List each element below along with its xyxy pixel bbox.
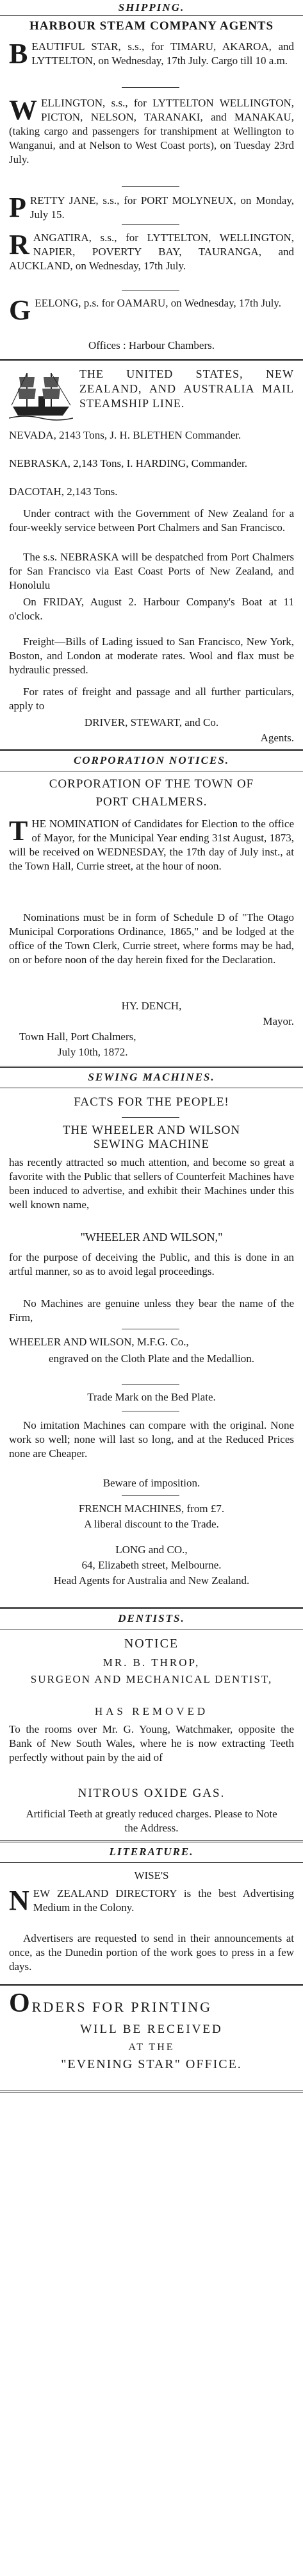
mail-agent-role: Agents. xyxy=(260,732,294,744)
dentists-gas: NITROUS OXIDE GAS. xyxy=(78,1787,225,1800)
sewing-title: THE WHEELER AND WILSON SEWING MACHINE xyxy=(62,1124,241,1151)
sewing-body-genuine: No Machines are genuine unless they bear the name of the Firm, xyxy=(9,1297,294,1324)
shipping-heading: SHIPPING. xyxy=(118,1,185,13)
literature-advertisers: Advertisers are requested to send in their announcements at once, as the Dunedin portion of the work goes to press in a few days. xyxy=(9,1932,294,1973)
corporation-place: Town Hall, Port Chalmers, xyxy=(19,1031,136,1043)
corporation-signer: HY. DENCH, xyxy=(121,1000,182,1012)
sewing-engraved: engraved on the Cloth Plate and the Medallion. xyxy=(48,1352,255,1365)
sewing-firm: WHEELER AND WILSON, M.F.G. Co., xyxy=(9,1336,189,1348)
drop-cap: O xyxy=(9,1989,32,2018)
harbour-steam-title: HARBOUR STEAM COMPANY AGENTS xyxy=(29,19,274,33)
sewing-discount: A liberal discount to the Trade. xyxy=(84,1518,219,1530)
mail-steamship-ad xyxy=(0,367,303,428)
drop-cap: G xyxy=(9,294,31,326)
dentists-name: MR. B. THROP, xyxy=(102,1656,201,1669)
dentists-removed: HAS REMOVED xyxy=(94,1705,209,1717)
divider xyxy=(0,1607,303,1609)
corporation-title: CORPORATION OF THE TOWN OF xyxy=(49,777,254,791)
divider xyxy=(0,1066,303,1068)
mail-nevada: NEVADA, 2143 Tons, J. H. BLETHEN Commander. xyxy=(9,429,242,441)
divider xyxy=(0,1862,303,1863)
shipping-offices: Offices : Harbour Chambers. xyxy=(88,339,215,351)
corporation-nomination xyxy=(0,817,303,873)
sewing-trademark: Trade Mark on the Bed Plate. xyxy=(87,1391,216,1403)
sewing-facts: FACTS FOR THE PEOPLE! xyxy=(74,1095,229,1109)
ad-text: ELLINGTON, s.s., for LYTTELTON WELLINGTON, PICTON, NELSON, TARANAKI, and MANAKAU, (taking cargo and passengers for transhipment at Wellington to Wanganui, and at Nelson to West Coast ports), on Tuesday 23rd July. xyxy=(9,97,294,165)
printing-orders: RDERS FOR PRINTING xyxy=(31,1999,213,2015)
sewing-agents: Head Agents for Australia and New Zealand. xyxy=(53,1574,250,1587)
printing-office: "EVENING STAR" OFFICE. xyxy=(61,2057,242,2071)
sewing-quote: "WHEELER AND WILSON," xyxy=(80,1231,223,1243)
shipping-ad-geelong xyxy=(0,294,303,326)
short-rule xyxy=(122,1495,179,1496)
sewing-french: FRENCH MACHINES, from £7. xyxy=(78,1503,225,1515)
ad-text: ANGATIRA, s.s., for LYTTELTON, WELLINGTON, NAPIER, POVERTY BAY, TAURANGA, and AUCKLAND, on Wednesday, 17th July. xyxy=(9,232,294,272)
mail-sailing-date: On FRIDAY, August 2. Harbour Company's Boat at 11 o'clock. xyxy=(9,596,294,622)
divider xyxy=(0,1840,303,1842)
short-rule xyxy=(122,87,179,88)
dentists-heading: DENTISTS. xyxy=(118,1612,185,1624)
sewing-beware: Beware of imposition. xyxy=(102,1477,201,1489)
ad-text: EW ZEALAND DIRECTORY is the best Advertising Medium in the Colony. xyxy=(33,1887,294,1914)
sewing-heading: SEWING MACHINES. xyxy=(88,1071,215,1083)
dentists-notice: NOTICE xyxy=(124,1637,179,1651)
corporation-heading: CORPORATION NOTICES. xyxy=(73,754,230,766)
literature-directory xyxy=(0,1887,303,1915)
corporation-subtitle: PORT CHALMERS. xyxy=(95,795,208,809)
mail-nebraska: NEBRASKA, 2,143 Tons, I. HARDING, Commander. xyxy=(9,457,248,469)
ad-text: RETTY JANE, s.s., for PORT MOLYNEUX, on Monday, July 15. xyxy=(29,194,294,221)
sewing-body-deceive: for the purpose of deceiving the Public, and this is done in an artful manner, so as to avoid legal proceedings. xyxy=(9,1251,294,1277)
printing-received: WILL BE RECEIVED xyxy=(80,2023,223,2036)
ad-text: EELONG, p.s. for OAMARU, on Wednesday, 17th July. xyxy=(35,297,281,309)
short-rule xyxy=(122,224,179,225)
divider xyxy=(0,1984,303,1986)
drop-cap: W xyxy=(9,94,37,126)
shipping-ad-rangatira xyxy=(0,231,303,273)
mail-dacotah: DACOTAH, 2,143 Tons. xyxy=(9,485,118,498)
ad-text: EAUTIFUL STAR, s.s., for TIMARU, AKAROA, and LYTTELTON, on Wednesday, 17th July. Cargo till 10 a.m. xyxy=(31,40,294,67)
shipping-ad-beautiful-star xyxy=(0,40,303,68)
shipping-ad-pretty-jane xyxy=(0,194,303,222)
drop-cap: N xyxy=(9,1885,29,1916)
corporation-date: July 10th, 1872. xyxy=(58,1046,128,1058)
corporation-signer-role: Mayor. xyxy=(263,1015,294,1027)
corporation-schedule: Nominations must be in form of Schedule D of "The Otago Municipal Corporations Ordinance, 1865," and be lodged at the office of the Town Clerk, Currie street, where forms may be had, on or before noon of the day herein fixed for the Declaration. xyxy=(9,911,294,966)
literature-heading: LITERATURE. xyxy=(109,1846,194,1858)
ad-text: HE NOMINATION of Candidates for Election to the office of Mayor, for the Municipal Year ending 31st August, 1873, will be received on WEDNESDAY, the 17th day of July inst., at the Town Hall, Currie street, at the hour of noon. xyxy=(9,818,294,872)
drop-cap: R xyxy=(9,229,29,260)
short-rule xyxy=(122,1117,179,1118)
sewing-address: 64, Elizabeth street, Melbourne. xyxy=(81,1559,222,1571)
shipping-ad-wellington xyxy=(0,96,303,167)
mail-freight: Freight—Bills of Lading issued to San Francisco, New York, Boston, and London at moderate rates. Wool and flax must be hydraulic pressed. xyxy=(9,636,294,676)
mail-apply: For rates of freight and passage and all further particulars, apply to xyxy=(9,686,294,712)
mail-heading: THE UNITED STATES, NEW ZEALAND, AND AUSTRALIA MAIL STEAMSHIP LINE. xyxy=(79,367,294,410)
divider xyxy=(0,15,303,16)
printing-at-the: AT THE xyxy=(128,2042,175,2053)
dentists-body: To the rooms over Mr. G. Young, Watchmaker, opposite the Bank of New South Wales, where he is now extracting Teeth perfectly without pain by the aid of xyxy=(9,1723,294,1764)
literature-wise: WISE'S xyxy=(134,1869,169,1881)
dentists-footer: Artificial Teeth at greatly reduced charges. Please to Note the Address. xyxy=(26,1808,277,1834)
short-rule xyxy=(122,1384,179,1385)
divider xyxy=(0,359,303,361)
printing-ad xyxy=(0,1991,303,2072)
mail-despatch: The s.s. NEBRASKA will be despatched from Port Chalmers for San Francisco via East Coast Ports of New Zealand, and Honolulu xyxy=(9,551,294,591)
dentists-profession: SURGEON AND MECHANICAL DENTIST, xyxy=(30,1673,273,1685)
sewing-body-attention: has recently attracted so much attention, and become so great a favorite with the Public that sellers of Counterfeit Machines have been induced to advertise, and exhibit their Machines under this well known name, xyxy=(9,1156,294,1211)
sewing-imitation: No imitation Machines can compare with the original. None work so well; none will last so long, and at the Reduced Prices none are Cheaper. xyxy=(9,1419,294,1460)
divider xyxy=(0,749,303,751)
printing-line1-wrap xyxy=(9,1991,294,2020)
ship-engraving-icon xyxy=(9,368,73,426)
mail-agent: DRIVER, STEWART, and Co. xyxy=(84,716,219,728)
sewing-firm-name: LONG and CO., xyxy=(115,1544,188,1556)
drop-cap: T xyxy=(9,815,28,846)
divider xyxy=(0,2091,303,2092)
short-rule xyxy=(122,186,179,187)
mail-contract: Under contract with the Government of New Zealand for a four-weekly service between Port Chalmers and San Francisco. xyxy=(9,507,294,534)
drop-cap: P xyxy=(9,192,26,223)
drop-cap: B xyxy=(9,38,28,69)
